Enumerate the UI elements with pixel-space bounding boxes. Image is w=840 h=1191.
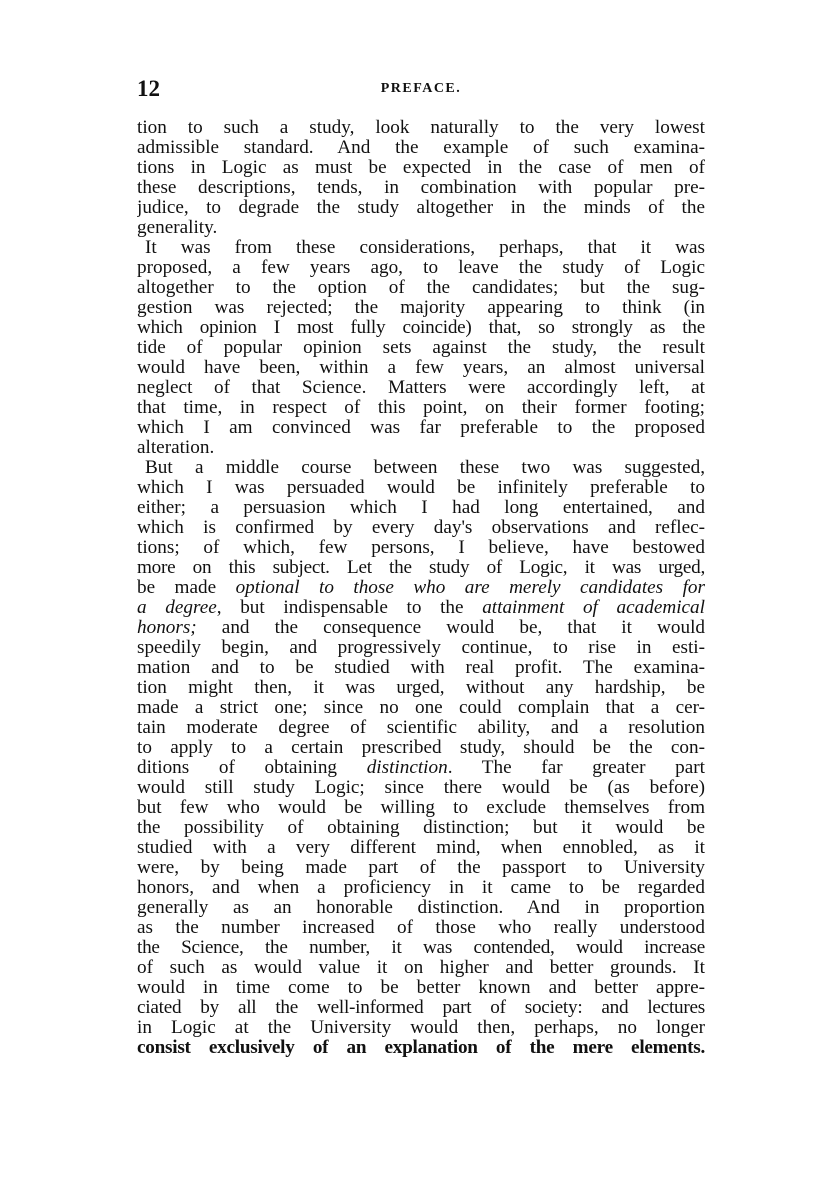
text-line: tide of popular opinion sets against the study, the result — [137, 338, 705, 358]
text-line: that time, in respect of this point, on their former footing; — [137, 398, 705, 418]
italic-phrase: attainment of academical — [482, 598, 705, 618]
text-run: , but indispensable to the — [216, 598, 483, 618]
page-number: 12 — [137, 76, 160, 101]
text-line — [137, 598, 705, 618]
text-line: to apply to a certain prescribed study, should be the con- — [137, 738, 705, 758]
text-line: as the number increased of those who really understood — [137, 918, 705, 938]
text-line: ciated by all the well-informed part of society: and lectures — [137, 998, 705, 1018]
text-line: But a middle course between these two was suggested, — [145, 458, 705, 478]
text-line: the Science, the number, it was contended, would increase — [137, 938, 705, 958]
text-line: alteration. — [137, 438, 215, 458]
text-run: ditions of obtaining — [137, 758, 367, 778]
text-line: which opinion I most fully coincide) that, so strongly as the — [137, 318, 705, 338]
text-line: tion might then, it was urged, without any hardship, be — [137, 678, 705, 698]
text-run: . The far greater part — [447, 758, 705, 778]
text-line — [137, 618, 705, 638]
text-line: studied with a very different mind, when ennobled, as it — [137, 838, 705, 858]
paragraph-middle-course — [137, 458, 705, 1058]
text-line: tain moderate degree of scientific ability, and a resolution — [137, 718, 705, 738]
text-line: proposed, a few years ago, to leave the study of Logic — [137, 258, 705, 278]
text-line: were, by being made part of the passport to University — [137, 858, 705, 878]
text-line: gestion was rejected; the majority appearing to think (in — [137, 298, 705, 318]
text-run: and the consequence would be, that it would — [196, 618, 705, 638]
italic-phrase: honors; — [137, 618, 197, 638]
body-text — [137, 118, 705, 1058]
text-line: in Logic at the University would then, perhaps, no longer — [137, 1018, 705, 1038]
text-line: It was from these considerations, perhaps, that it was — [145, 238, 705, 258]
paragraph-logic-option — [137, 238, 705, 458]
text-line: generality. — [137, 218, 218, 238]
text-line: consist exclusively of an explanation of the mere elements. — [137, 1038, 705, 1058]
text-line — [137, 578, 705, 598]
text-line: the possibility of obtaining distinction; but it would be — [137, 818, 705, 838]
running-title: PREFACE. — [380, 81, 462, 96]
text-line: honors, and when a proficiency in it came to be regarded — [137, 878, 705, 898]
text-line: more on this subject. Let the study of Logic, it was urged, — [137, 558, 705, 578]
text-line: which is confirmed by every day's observations and reflec- — [137, 518, 705, 538]
paragraph-continuation — [137, 118, 705, 238]
text-line: generally as an honorable distinction. And in proportion — [137, 898, 705, 918]
italic-phrase: optional to those who are merely candidates for — [235, 578, 705, 598]
text-line: would in time come to be better known and better appre- — [137, 978, 705, 998]
text-line: would still study Logic; since there would be (as before) — [137, 778, 705, 798]
text-line: mation and to be studied with real profit. The examina- — [137, 658, 705, 678]
text-line: tions in Logic as must be expected in the case of men of — [137, 158, 705, 178]
text-line: tions; of which, few persons, I believe, have bestowed — [137, 538, 705, 558]
text-line: of such as would value it on higher and better grounds. It — [137, 958, 705, 978]
text-line: neglect of that Science. Matters were accordingly left, at — [137, 378, 705, 398]
text-run: be made — [137, 578, 236, 598]
text-line: these descriptions, tends, in combination with popular pre- — [137, 178, 705, 198]
text-line: admissible standard. And the example of such examina- — [137, 138, 705, 158]
text-line — [137, 758, 705, 778]
text-line: which I am convinced was far preferable to the proposed — [137, 418, 705, 438]
text-line: altogether to the option of the candidates; but the sug- — [137, 278, 705, 298]
text-line: speedily begin, and progressively continue, to rise in esti- — [137, 638, 705, 658]
text-line: would have been, within a few years, an almost universal — [137, 358, 705, 378]
text-line: made a strict one; since no one could complain that a cer- — [137, 698, 705, 718]
text-line: but few who would be willing to exclude themselves from — [137, 798, 705, 818]
text-line: tion to such a study, look naturally to the very lowest — [137, 118, 705, 138]
text-line: which I was persuaded would be infinitely preferable to — [137, 478, 705, 498]
page-header — [137, 76, 705, 102]
text-line: either; a persuasion which I had long entertained, and — [137, 498, 705, 518]
italic-phrase: a degree — [137, 598, 217, 618]
italic-phrase: distinction — [366, 758, 448, 778]
text-line: judice, to degrade the study altogether in the minds of the — [137, 198, 705, 218]
